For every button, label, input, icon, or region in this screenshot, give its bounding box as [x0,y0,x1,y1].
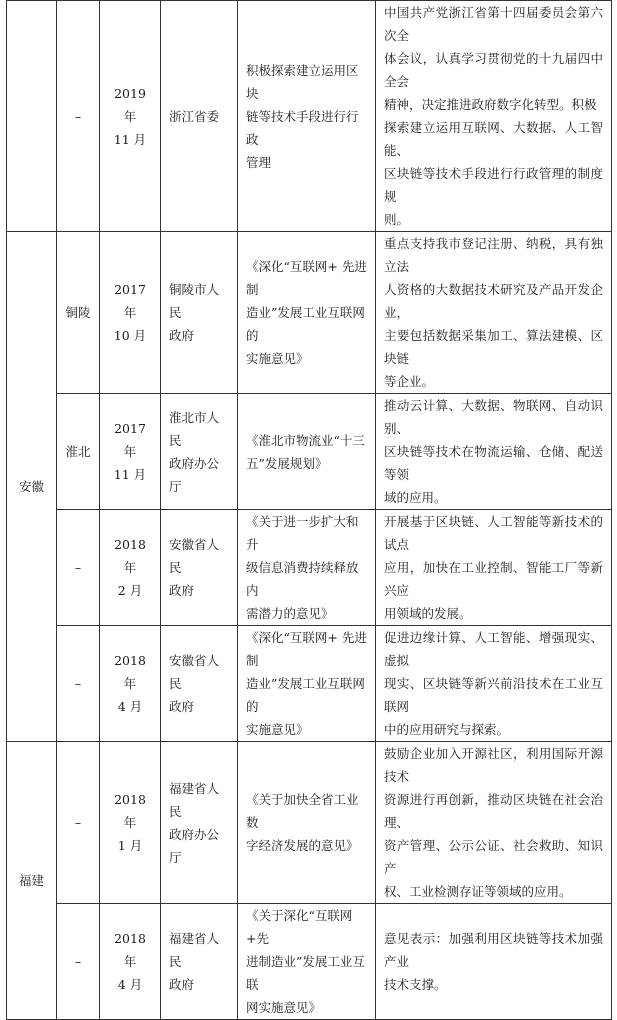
date-cell: 2018 年 4 月 [100,626,161,742]
table-row [7,904,612,1020]
policy-title-cell: 《深化“互联网+ 先进制 造业”发展工业互联网的 实施意见》 [238,626,376,742]
city-cell: 铜陵 [57,232,100,394]
table-row [7,626,612,742]
policy-title-cell: 《关于进一步扩大和升 级信息消费持续释放内 需潜力的意见》 [238,510,376,626]
table-row [7,742,612,904]
table-row [7,232,612,394]
city-cell: – [57,904,100,1020]
table-row [7,394,612,510]
date-cell: 2018 年 4 月 [100,904,161,1020]
issuer-cell: 安徽省人民 政府 [161,510,238,626]
policy-content-cell: 重点支持我市登记注册、纳税，具有独立法 人资格的大数据技术研究及产品开发企业， 主要包括数据采集加工、算法建模、区块链 等企业。 [376,232,612,394]
date-cell: 2019 年 11 月 [100,1,161,232]
policy-title-cell: 积极探索建立运用区块 链等技术手段进行行政 管理 [238,1,376,232]
policy-content-cell: 鼓励企业加入开源社区，利用国际开源技术 资源进行再创新，推动区块链在社会治理、 资产管理、公示公证、社会救助、知识产 权、工业检测存证等领域的应用。 [376,742,612,904]
table-row [7,1,612,232]
policy-table [6,0,612,1020]
date-cell: 2017 年 10 月 [100,232,161,394]
policy-content-cell: 中国共产党浙江省第十四届委员会第六次全 体会议，认真学习贯彻党的十九届四中全会 精神，决定推进政府数字化转型。积极 探索建立运用互联网、大数据、人工智能、 区块链等技术手段进行行政管理的制度规 则。 [376,1,612,232]
issuer-cell: 安徽省人民 政府 [161,626,238,742]
date-cell: 2018 年 1 月 [100,742,161,904]
issuer-cell: 浙江省委 [161,1,238,232]
policy-title-cell: 《关于深化“互联网+先 进制造业”发展工业互联 网实施意见》 [238,904,376,1020]
city-cell: – [57,510,100,626]
issuer-cell: 福建省人民 政府 [161,904,238,1020]
policy-content-cell: 意见表示：加强利用区块链等技术加强产业 技术支撑。 [376,904,612,1020]
city-cell: 淮北 [57,394,100,510]
issuer-cell: 铜陵市人民 政府 [161,232,238,394]
city-cell: – [57,626,100,742]
policy-title-cell: 《深化“互联网+ 先进制 造业”发展工业互联网的 实施意见》 [238,232,376,394]
policy-content-cell: 促进边缘计算、人工智能、增强现实、虚拟 现实、区块链等新兴前沿技术在工业互联网 中的应用研究与探索。 [376,626,612,742]
date-cell: 2017 年 11 月 [100,394,161,510]
policy-content-cell: 开展基于区块链、人工智能等新技术的试点 应用，加快在工业控制、智能工厂等新兴应 用领域的发展。 [376,510,612,626]
province-cell [7,1,57,232]
province-cell: 安徽 [7,232,57,742]
issuer-cell: 福建省人民 政府办公厅 [161,742,238,904]
policy-title-cell: 《关于加快全省工业数 字经济发展的意见》 [238,742,376,904]
issuer-cell: 淮北市人民 政府办公厅 [161,394,238,510]
city-cell: – [57,742,100,904]
date-cell: 2018 年 2 月 [100,510,161,626]
table-row [7,510,612,626]
policy-content-cell: 推动云计算、大数据、物联网、自动识别、 区块链等技术在物流运输、仓储、配送等领 域的应用。 [376,394,612,510]
policy-title-cell: 《淮北市物流业“十三 五”发展规划》 [238,394,376,510]
city-cell: – [57,1,100,232]
province-cell: 福建 [7,742,57,1020]
